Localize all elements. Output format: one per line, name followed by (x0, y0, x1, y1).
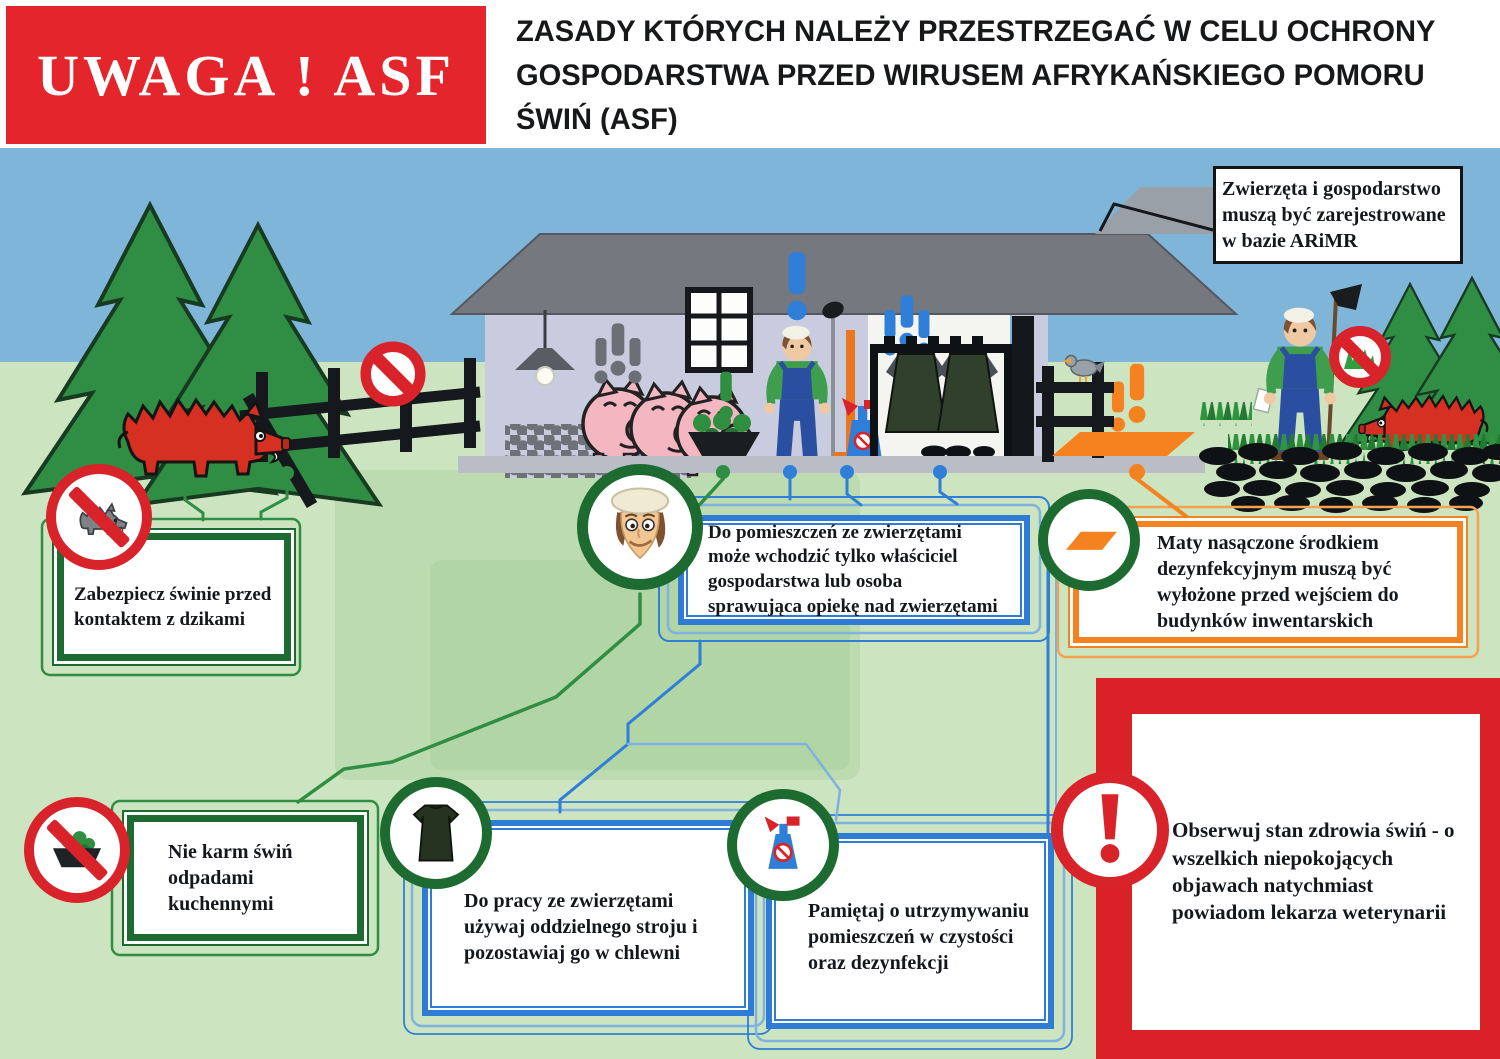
callout-feeding-text: Nie karm świń odpadami kuchennymi (168, 841, 293, 915)
callout-register-text: Zwierzęta i gospodarstwo muszą być zarejestrowane w bazie ARiMR (1222, 178, 1446, 252)
disinfectant-spray-icon (727, 789, 839, 901)
no-wild-boar-icon (46, 464, 152, 570)
mat-glyph (1048, 499, 1130, 581)
protective-clothing-icon (380, 777, 492, 889)
callout-feeding (122, 810, 369, 946)
no-entry-sign (366, 347, 421, 402)
page-title (516, 10, 1486, 142)
title-line-3: ŚWIŃ (ASF) (516, 103, 678, 136)
callout-register (1213, 166, 1463, 264)
title-line-2: GOSPODARSTWA PRZED WIRUSEM AFRYKAŃSKIEGO POMORU (516, 59, 1425, 92)
callout-health-text: Obserwuj stan zdrowia świń - o wszelkich niepokojących objawach natychmiast powiadom lekarza weterynarii (1172, 818, 1455, 925)
warning-banner-text: UWAGA ! ASF (37, 42, 455, 108)
clothing-glyph (390, 787, 482, 879)
callout-clothing-text: Do pracy ze zwierzętami używaj oddzielnego stroju i pozostawiaj go w chlewni (464, 890, 698, 964)
warning-banner (6, 6, 486, 144)
disinfection-mat-icon (1038, 489, 1140, 591)
feed-trough (688, 412, 760, 456)
spray-glyph (737, 799, 829, 891)
exclamation-glyph (1063, 783, 1157, 877)
no-kitchen-waste-icon (24, 797, 130, 903)
callout-cleaning-text: Pamiętaj o utrzymywaniu pomieszczeń w czystości oraz dezynfekcji (808, 900, 1030, 974)
callout-entry (678, 515, 1030, 625)
callout-entry-text: Do pomieszczeń ze zwierzętami może wchodzić tylko właściciel gospodarstwa lub osoba sprawująca opiekę nad zwierzętami (708, 521, 998, 617)
alert-exclamation-icon (1051, 771, 1169, 889)
farm-path (458, 456, 1205, 473)
face-glyph (588, 475, 692, 579)
farmer-face-icon (577, 464, 703, 590)
callout-mats-text: Maty nasączone środkiem dezynfekcyjnym muszą być wyłożone przed wejściem do budynków inwentarskich (1157, 532, 1399, 632)
title-line-1: ZASADY KTÓRYCH NALEŻY PRZESTRZEGAĆ W CELU OCHRONY (516, 15, 1436, 48)
callout-wild-boars-text: Zabezpiecz świnie przed kontaktem z dzikami (74, 584, 272, 630)
no-grass-sign (1334, 331, 1386, 383)
